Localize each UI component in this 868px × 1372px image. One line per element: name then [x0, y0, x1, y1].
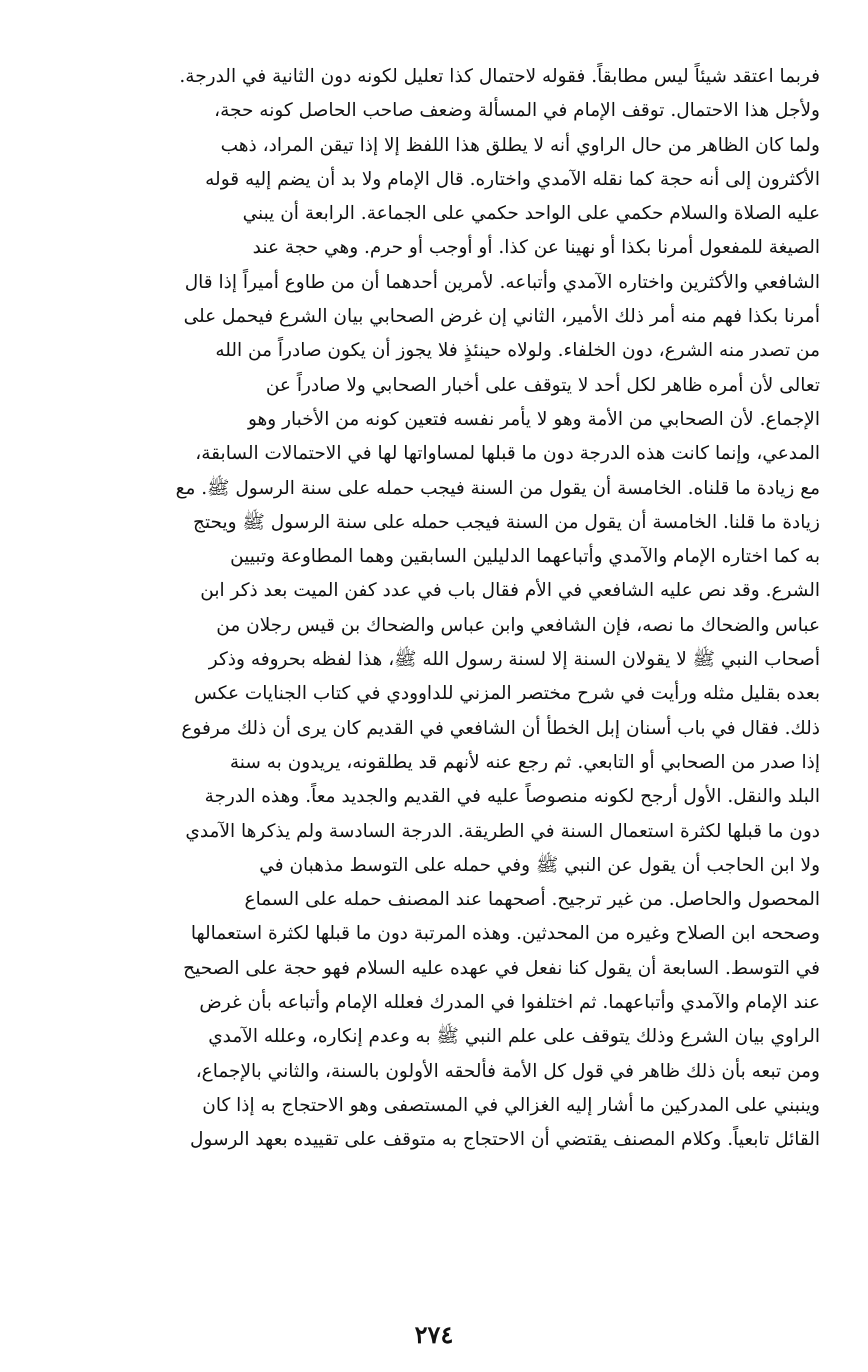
- text-line: البلد والنقل. الأول أرجح لكونه منصوصاً عليه في القديم والجديد معاً. وهذه الدرجة: [204, 786, 820, 808]
- text-line: إذا صدر من الصحابي أو التابعي. ثم رجع عنه لأنهم قد يطلقونه، يريدون به سنة: [229, 751, 820, 773]
- text-line: القائل تابعياً. وكلام المصنف يقتضي أن الاحتجاج به متوقف على تقييده بعهد الرسول: [189, 1129, 820, 1151]
- text-line: أمرنا بكذا فهم منه أمر ذلك الأمير، الثاني إن غرض الصحابي بيان الشرع فيحمل على: [183, 306, 820, 328]
- text-line: به كما اختاره الإمام والآمدي وأتباعهما الدليلين السابقين وهما المطاوعة وتبيين: [230, 546, 820, 568]
- text-line: تعالى لأن أمره ظاهر لكل أحد لا يتوقف على أخبار الصحابي ولا صادراً عن: [265, 374, 820, 396]
- body-text: [36, 60, 820, 1158]
- text-line: في التوسط. السابعة أن يقول كنا نفعل في عهده عليه السلام فهو حجة على الصحيح: [183, 957, 820, 979]
- text-line: ولأجل هذا الاحتمال. توقف الإمام في المسألة وضعف صاحب الحاصل كونه حجة،: [214, 100, 820, 122]
- text-line: ولا ابن الحاجب أن يقول عن النبي ﷺ وفي حمله على التوسط مذهبان في: [259, 854, 820, 876]
- text-line: ومن تبعه بأن ذلك ظاهر في قول كل الأمة فألحقه الأولون بالسنة، والثاني بالإجماع،: [195, 1060, 820, 1082]
- text-line: وينبني على المدركين ما أشار إليه الغزالي في المستصفى وهو الاحتجاج به إذا كان: [202, 1094, 820, 1116]
- text-line: أصحاب النبي ﷺ لا يقولان السنة إلا لسنة رسول الله ﷺ، هذا لفظه بحروفه وذكر: [208, 649, 820, 671]
- text-line: من تصدر منه الشرع، دون الخلفاء. ولولاه حينئذٍ فلا يجوز أن يكون صادراً من الله: [215, 340, 820, 362]
- text-line: دون ما قبلها لكثرة استعمال السنة في الطريقة. الدرجة السادسة ولم يذكرها الآمدي: [185, 820, 820, 842]
- text-line: الصيغة للمفعول أمرنا بكذا أو نهينا عن كذا. أو أوجب أو حرم. وهي حجة عند: [252, 237, 820, 259]
- text-line: بعده بقليل مثله ورأيت في شرح مختصر المزني للداوودي في كتاب الجنايات عكس: [194, 683, 820, 705]
- text-line: عند الإمام والآمدي وأتباعهما. ثم اختلفوا في المدرك فعلله الإمام وأتباعه بأن غرض: [199, 992, 820, 1014]
- text-line: وصححه ابن الصلاح وغيره من المحدثين. وهذه المرتبة دون ما قبلها لكثرة استعمالها: [190, 923, 820, 945]
- text-line: مع زيادة ما قلناه. الخامسة أن يقول من السنة فيجب حمله على سنة الرسول ﷺ. مع: [175, 477, 820, 499]
- text-line: ذلك. فقال في باب أسنان إبل الخطأ أن الشافعي في القديم كان يرى أن ذلك مرفوع: [181, 717, 820, 739]
- text-line: الراوي بيان الشرع وذلك يتوقف على علم النبي ﷺ به وعدم إنكاره، وعلله الآمدي: [208, 1026, 820, 1048]
- text-line: عباس والضحاك ما نصه، فإن الشافعي وابن عباس والضحاك بن قيس رجلان من: [216, 614, 820, 636]
- page-number: ٢٧٤: [414, 1320, 454, 1349]
- text-line: زيادة ما قلنا. الخامسة أن يقول من السنة فيجب حمله على سنة الرسول ﷺ ويحتج: [193, 511, 820, 533]
- text-line: عليه الصلاة والسلام حكمي على الواحد حكمي على الجماعة. الرابعة أن يبني: [242, 203, 820, 225]
- text-line: ولما كان الظاهر من حال الراوي أنه لا يطلق هذا اللفظ إلا إذا تيقن المراد، ذهب: [220, 134, 820, 156]
- text-line: الشرع. وقد نص عليه الشافعي في الأم فقال باب في عدد كفن الميت بعد ذكر ابن: [200, 580, 820, 602]
- text-line: المحصول والحاصل. من غير ترجيح. أصحهما عند المصنف حمله على السماع: [244, 889, 820, 911]
- text-line: الشافعي والأكثرين واختاره الآمدي وأتباعه. لأمرين أحدهما أن من طاوع أميراً إذا قال: [184, 271, 820, 293]
- text-line: الأكثرون إلى أنه حجة كما نقله الآمدي واختاره. قال الإمام ولا بد أن يضم إليه قوله: [205, 168, 820, 190]
- text-line: المدعي، وإنما كانت هذه الدرجة دون ما قبلها لمساواتها لها في الاحتمالات السابقة،: [195, 443, 820, 465]
- text-line: الإجماع. لأن الصحابي من الأمة وهو لا يأمر نفسه فتعين كونه من الأخبار وهو: [247, 408, 820, 430]
- text-line: فربما اعتقد شيئاً ليس مطابقاً. فقوله لاحتمال كذا تعليل لكونه دون الثانية في الدرجة.: [179, 66, 820, 87]
